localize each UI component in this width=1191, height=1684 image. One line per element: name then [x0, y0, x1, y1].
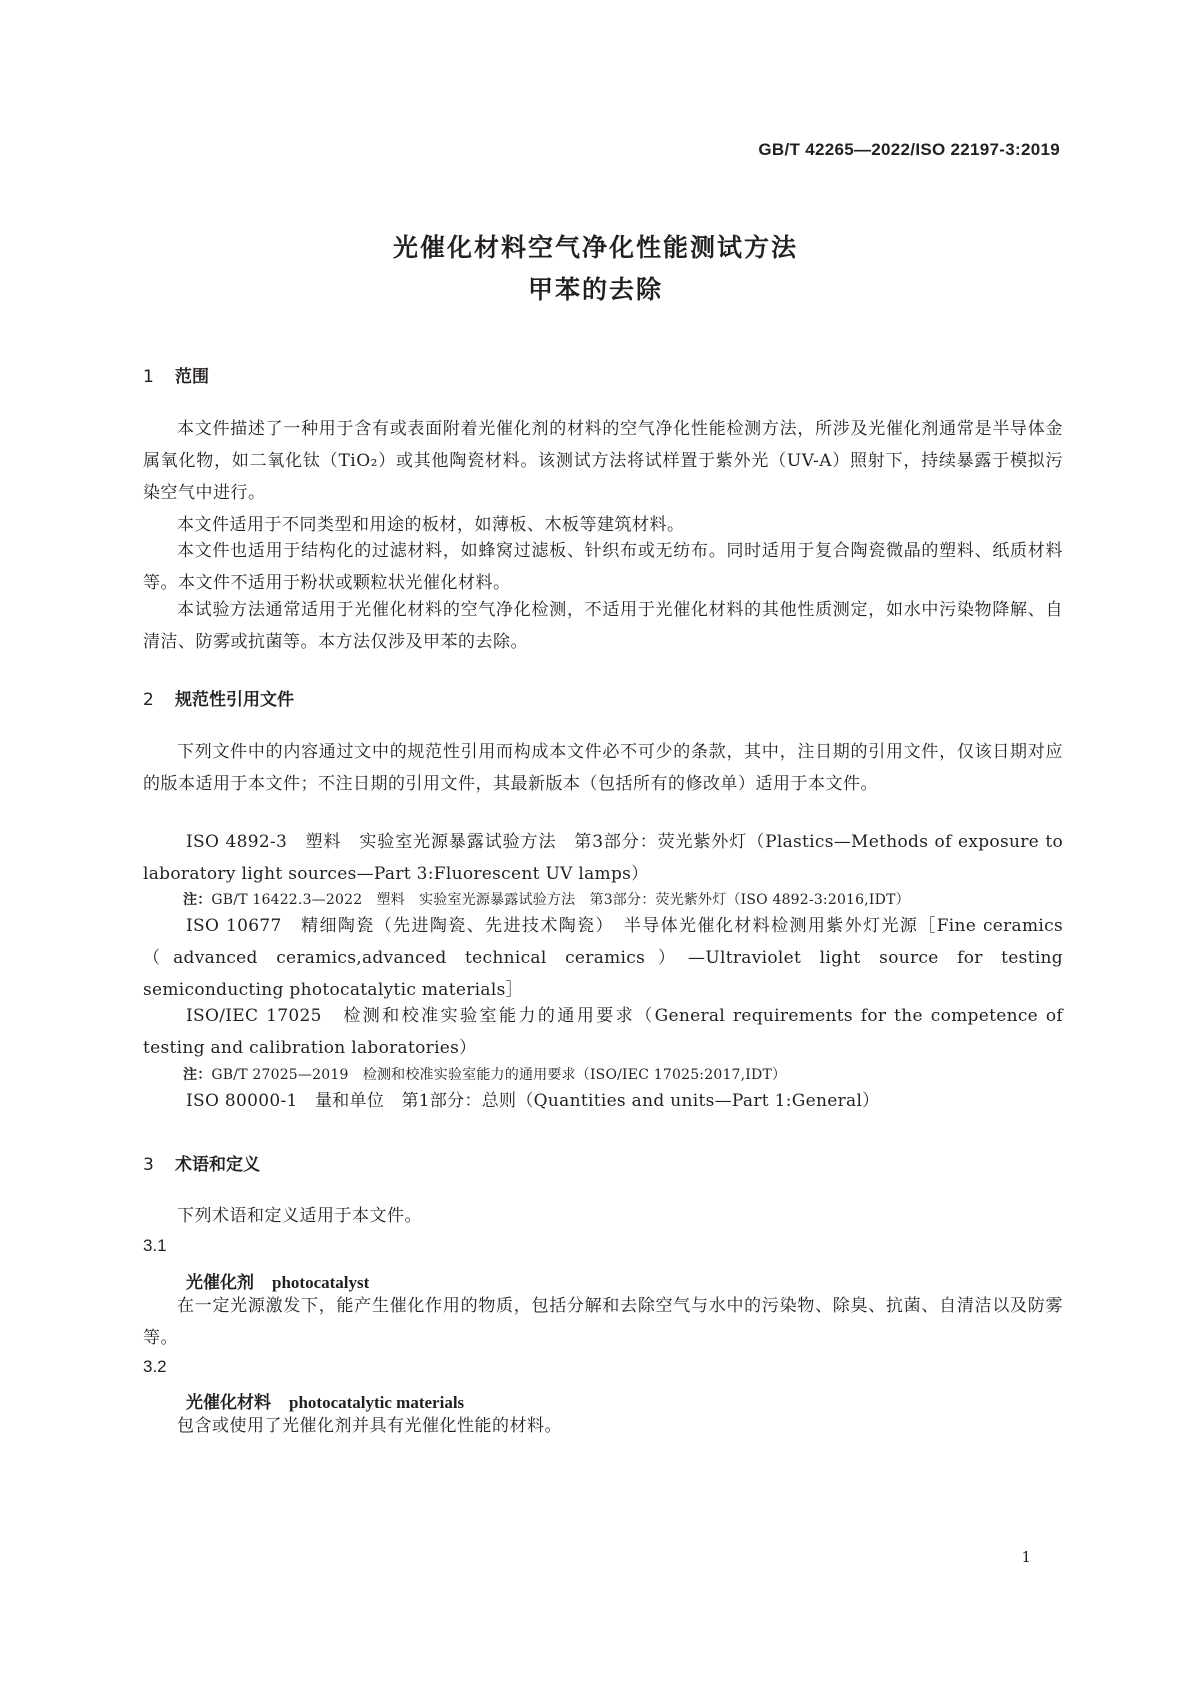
page-number: 1 — [1021, 1548, 1031, 1566]
reference-item: ISO 4892-3 塑料 实验室光源暴露试验方法 第3部分：荧光紫外灯（Plastics—Methods of exposure to laboratory light sources—Part 3:Fluorescent UV lamps） — [143, 832, 1063, 884]
term-en: photocatalytic materials — [289, 1393, 465, 1412]
paragraph: 本文件适用于不同类型和用途的板材，如薄板、木板等建筑材料。 — [177, 515, 685, 535]
paragraph: 下列文件中的内容通过文中的规范性引用而构成本文件必不可少的条款，其中，注日期的引用文件，仅该日期对应的版本适用于本文件；不注日期的引用文件，其最新版本（包括所有的修改单）适用于本文件。 — [143, 742, 1063, 794]
paragraph: 下列术语和定义适用于本文件。 — [177, 1206, 422, 1226]
term-number: 3.1 — [143, 1236, 167, 1255]
section-heading-scope — [143, 362, 209, 387]
reference-item: ISO 10677 精细陶瓷（先进陶瓷、先进技术陶瓷） 半导体光催化材料检测用紫外灯光源［Fine ceramics（advanced ceramics,advanced technical ceramics）—Ultraviolet light source for testing semiconducting photocatalytic materials］ — [143, 916, 1063, 1000]
section-heading-terms — [143, 1150, 260, 1175]
document-title: 光催化材料空气净化性能测试方法 — [392, 233, 798, 262]
section-number: 2 — [143, 690, 154, 710]
paragraph: 本文件描述了一种用于含有或表面附着光催化剂的材料的空气净化性能检测方法，所涉及光催化剂通常是半导体金属氧化物，如二氧化钛（TiO₂）或其他陶瓷材料。该测试方法将试样置于紫外光（UV-A）照射下，持续暴露于模拟污染空气中进行。 — [143, 419, 1063, 503]
paragraph: 本文件也适用于结构化的过滤材料，如蜂窝过滤板、针织布或无纺布。同时适用于复合陶瓷微晶的塑料、纸质材料等。本文件不适用于粉状或颗粒状光催化材料。 — [143, 541, 1063, 593]
term-zh: 光催化材料 — [186, 1393, 271, 1413]
section-heading-normative-references — [143, 685, 294, 710]
reference-note — [183, 889, 910, 909]
term-zh: 光催化剂 — [186, 1273, 254, 1293]
section-number: 3 — [143, 1155, 154, 1175]
section-title: 规范性引用文件 — [175, 690, 294, 710]
term-number: 3.2 — [143, 1357, 167, 1376]
note-label: 注： — [183, 1067, 212, 1083]
section-number: 1 — [143, 367, 154, 387]
reference-note — [183, 1064, 786, 1084]
term-definition: 在一定光源激发下，能产生催化作用的物质，包括分解和去除空气与水中的污染物、除臭、抗菌、自清洁以及防雾等。 — [143, 1296, 1063, 1348]
paragraph: 本试验方法通常适用于光催化材料的空气净化检测，不适用于光催化材料的其他性质测定，如水中污染物降解、自清洁、防雾或抗菌等。本方法仅涉及甲苯的去除。 — [143, 600, 1063, 652]
note-label: 注： — [183, 892, 212, 908]
reference-item: ISO 80000-1 量和单位 第1部分：总则（Quantities and units—Part 1:General） — [186, 1091, 880, 1111]
term-en: photocatalyst — [272, 1273, 370, 1292]
term-definition: 包含或使用了光催化剂并具有光催化性能的材料。 — [177, 1416, 562, 1436]
section-title: 范围 — [175, 367, 209, 387]
note-text: GB/T 27025—2019 检测和校准实验室能力的通用要求（ISO/IEC 17025:2017,IDT） — [211, 1067, 787, 1083]
section-title: 术语和定义 — [175, 1155, 260, 1175]
note-text: GB/T 16422.3—2022 塑料 实验室光源暴露试验方法 第3部分：荧光紫外灯（ISO 4892-3:2016,IDT） — [211, 892, 910, 908]
standard-number: GB/T 42265—2022/ISO 22197-3:2019 — [758, 140, 1060, 159]
reference-item: ISO/IEC 17025 检测和校准实验室能力的通用要求（General requirements for the competence of testing and calibration laboratories） — [143, 1006, 1063, 1058]
document-subtitle: 甲苯的去除 — [527, 275, 663, 304]
